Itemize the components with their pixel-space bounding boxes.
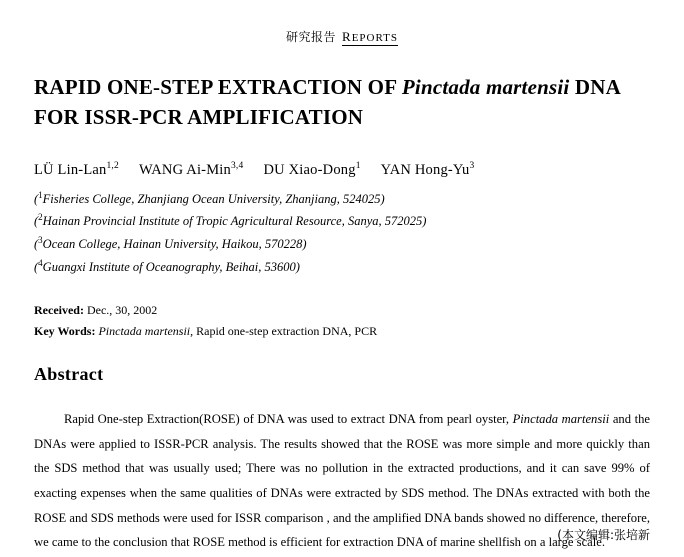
abstract-part1: Rapid One-step Extraction(ROSE) of DNA was used to extract DNA from pearl oyster, xyxy=(64,412,513,427)
author-affil-marker: 1 xyxy=(355,160,361,171)
affiliation-item: ($^1$Fisheries College, Zhanjiang Ocean University, Zhanjiang, 524025) xyxy=(34,189,385,206)
abstract-heading: Abstract xyxy=(34,364,104,385)
paper-page xyxy=(0,28,684,557)
title-line1-pre: RAPID ONE-STEP EXTRACTION OF xyxy=(34,75,402,99)
page-title xyxy=(34,72,650,133)
author: WANG Ai-Min$^{3,4}$ xyxy=(138,160,244,178)
article-meta xyxy=(34,300,650,342)
affiliation-item: ($^2$Hainan Provincial Institute of Tropic Agricultural Resource, Sanya, 572025) xyxy=(34,212,427,229)
abstract-species: Pinctada martensii xyxy=(512,412,610,427)
author-affil-marker: 3 xyxy=(469,160,475,171)
affiliation-item: ($^3$Ocean College, Hainan University, Haikou, 570228) xyxy=(34,235,307,252)
title-line2: FOR ISSR-PCR AMPLIFICATION xyxy=(34,105,364,130)
keywords-rest: , Rapid one-step extraction DNA, PCR xyxy=(190,324,378,339)
received-line xyxy=(34,300,650,321)
received-value: Dec., 30, 2002 xyxy=(86,303,158,318)
abstract-part2: and the DNAs were applied to ISSR-PCR analysis. The results showed that the ROSE was more simple and more quickly than the SDS method that was usually used; There was no pollution in the extracted productions, and it can save 99% of exacting expenses when the same qualities of DNAs were extracted by SDS method. The DNAs extracted with both the ROSE and SDS methods were used for ISSR comparison , and the amplified DNA bands showed no difference, therefore, we came to the conclusion that ROSE method is efficient for extraction DNA of marine shellfish on a large scale. xyxy=(34,412,650,550)
keywords-label: Key Words: xyxy=(34,324,96,339)
keywords-line xyxy=(34,321,650,342)
author: LÜ Lin-Lan$^{1,2}$ xyxy=(34,160,119,178)
author-list xyxy=(34,161,650,179)
running-head xyxy=(34,28,650,45)
affiliation-list xyxy=(34,188,650,279)
title-line1-post: DNA xyxy=(569,75,621,99)
running-head-chinese: 研究报告 xyxy=(286,30,337,44)
running-head-english: REPORTS xyxy=(342,29,398,44)
author: DU Xiao-Dong$^1$ xyxy=(263,160,361,178)
keyword-species: Pinctada martensii xyxy=(98,324,191,339)
affiliation-item: ($^4$Guangxi Institute of Oceanography, Beihai, 53600) xyxy=(34,257,300,274)
received-label: Received: xyxy=(34,303,84,318)
title-species: Pinctada martensii xyxy=(401,75,570,99)
author: YAN Hong-Yu$^3$ xyxy=(380,160,475,178)
author-affil-marker: 3,4 xyxy=(230,160,244,171)
editor-note: (本文编辑:张培新 xyxy=(557,528,650,542)
author-affil-marker: 1,2 xyxy=(106,160,119,171)
